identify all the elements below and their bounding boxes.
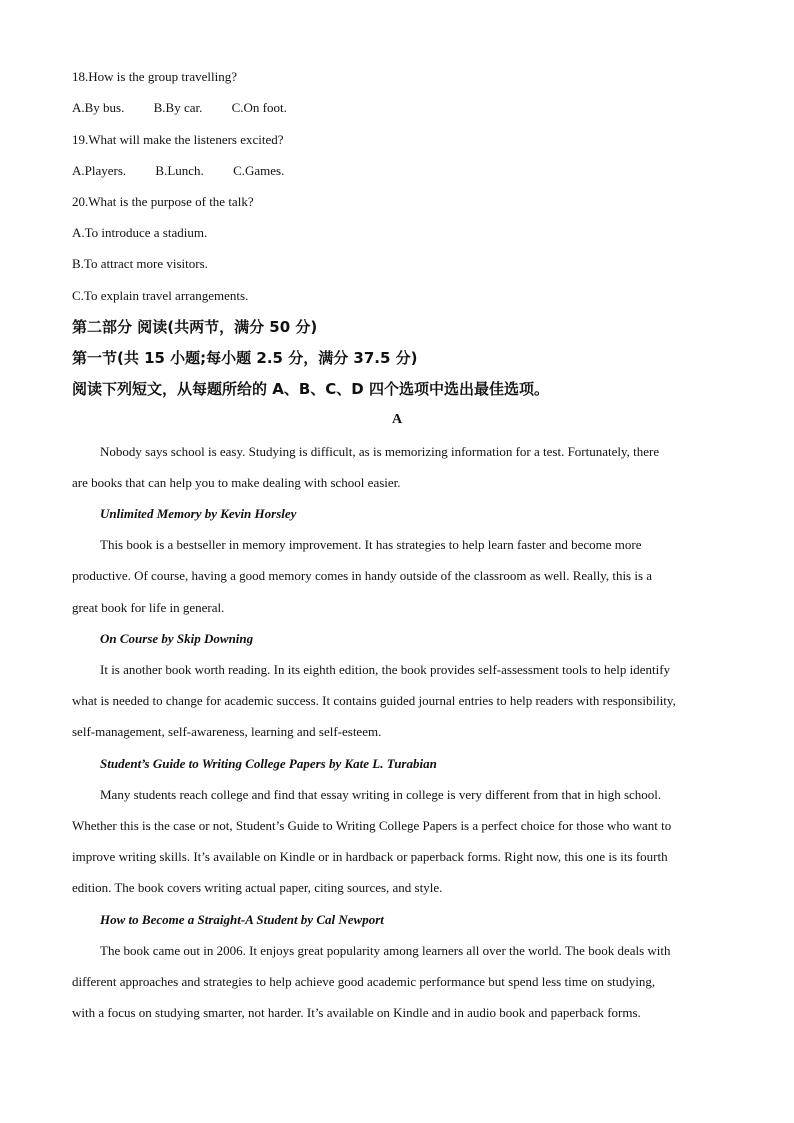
option-c: C.On foot. [231, 100, 287, 115]
sub-heading: 第一节(共 15 小题;每小题 2.5 分，满分 37.5 分) [72, 349, 418, 367]
option-b: B.By car. [153, 100, 203, 115]
option-b: B.To attract more visitors. [72, 256, 208, 271]
option-b: B.Lunch. [155, 163, 204, 178]
option-a: A.To introduce a stadium. [72, 225, 208, 240]
book-description-line: Many students reach college and find that essay writing in college is very different from that in high school. [100, 787, 662, 802]
book-description-line: Whether this is the case or not, Student’s Guide to Writing College Papers is a perfect choice for those who want to [72, 818, 672, 833]
intro-line: Nobody says school is easy. Studying is difficult, as is memorizing information for a test. Fortunately, there [100, 444, 660, 459]
question-20: 20.What is the purpose of the talk? [72, 194, 254, 209]
book-description-line: great book for life in general. [72, 600, 225, 615]
book-description-line: productive. Of course, having a good memory comes in handy outside of the classroom as well. Really, this is a [72, 568, 653, 583]
book-description-line: self-management, self-awareness, learning and self-esteem. [72, 724, 382, 739]
option-a: A.Players. [72, 163, 127, 178]
passage-label: A [391, 412, 403, 427]
question-18-options [72, 100, 732, 116]
book-description-line: with a focus on studying smarter, not harder. It’s available on Kindle and in audio book and paperback forms. [72, 1005, 641, 1020]
book-title: Unlimited Memory by Kevin Horsley [100, 506, 297, 521]
book-description-line: improve writing skills. It’s available on Kindle or in hardback or paperback forms. Right now, this one is its fourth [72, 849, 668, 864]
option-a: A.By bus. [72, 100, 125, 115]
book-title: How to Become a Straight-A Student by Cal Newport [100, 912, 384, 927]
question-19-options [72, 163, 732, 179]
book-title: Student’s Guide to Writing College Papers by Kate L. Turabian [100, 756, 437, 771]
question-19: 19.What will make the listeners excited? [72, 132, 284, 147]
instruction: 阅读下列短文，从每题所给的 A、B、C、D 四个选项中选出最佳选项。 [72, 380, 549, 398]
book-description-line: The book came out in 2006. It enjoys great popularity among learners all over the world. The book deals with [100, 943, 671, 958]
book-description-line: what is needed to change for academic success. It contains guided journal entries to help readers with responsibility, [72, 693, 676, 708]
intro-line: are books that can help you to make dealing with school easier. [72, 475, 401, 490]
book-title: On Course by Skip Downing [100, 631, 254, 646]
option-c: C.Games. [233, 163, 285, 178]
part-heading: 第二部分 阅读(共两节，满分 50 分) [72, 318, 318, 336]
option-c: C.To explain travel arrangements. [72, 288, 249, 303]
question-18: 18.How is the group travelling? [72, 69, 237, 84]
book-description-line: This book is a bestseller in memory improvement. It has strategies to help learn faster and become more [100, 537, 642, 552]
book-description-line: different approaches and strategies to help achieve good academic performance but spend less time on studying, [72, 974, 656, 989]
book-description-line: edition. The book covers writing actual paper, citing sources, and style. [72, 880, 443, 895]
book-description-line: It is another book worth reading. In its eighth edition, the book provides self-assessment tools to help identify [100, 662, 671, 677]
